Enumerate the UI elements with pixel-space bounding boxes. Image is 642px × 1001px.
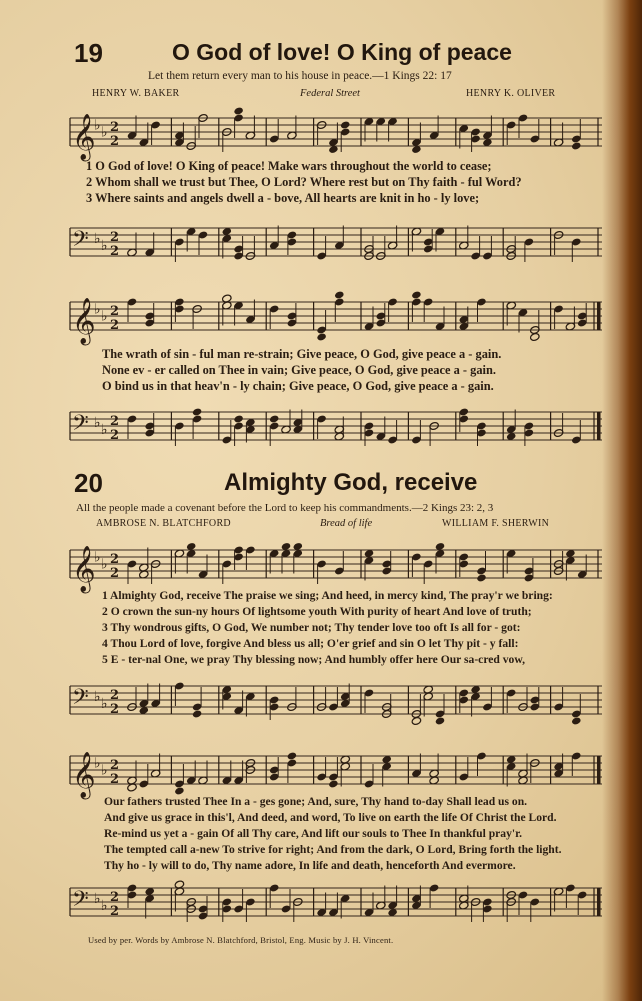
hymn-19-system-2-bass-staff <box>70 398 602 454</box>
hymn-20-system-2-verse-5: Thy ho - ly will to do, Thy name adore, In life and death, henceforth And evermore. <box>104 859 516 872</box>
hymn-20-tune-name: Bread of life <box>320 518 373 529</box>
final-bar-line <box>597 888 601 916</box>
staff-lines <box>70 686 602 714</box>
note-head <box>233 106 243 115</box>
note-head <box>571 141 581 150</box>
flat-sign-icon: ♭ <box>101 124 108 141</box>
flat-sign-icon: ♭ <box>101 898 108 914</box>
note-head <box>334 290 344 299</box>
flat-sign-icon: ♭ <box>101 556 108 573</box>
hymn-20-system-1-verse-4: 4 Thou Lord of love, forgive And bless us all; O'er grief and sin O let Thy pit - y fall: <box>102 637 519 650</box>
hymn-20-footer-credits: Used by per. Words by Ambrose N. Blatchford, Bristol, Eng. Music by J. H. Vincent. <box>88 935 394 945</box>
note-head <box>476 573 486 582</box>
hymn-20-system-1-bass-staff <box>70 672 602 728</box>
hymn-20-system-2-verse-2: And give us grace in this'l, And deed, and word, To live on earth the life Of Christ the Lord. <box>104 811 557 824</box>
hymn-20-system-2-verse-3: Re-mind us yet a - gain Of all Thy care, And lift our souls to Thee In thankful pray'r. <box>104 827 523 840</box>
hymn-20-title: Almighty God, receive <box>224 469 478 496</box>
bass-clef-icon: 𝄢 <box>72 227 89 257</box>
hymn-20-scripture: All the people made a covenant before the Lord to keep his commandments.—2 Kings 23: 2, 3 <box>76 502 494 514</box>
flat-sign-icon: ♭ <box>101 422 108 438</box>
flat-sign-icon: ♭ <box>94 415 101 431</box>
hymn-20-system-2-bass-staff <box>70 874 602 930</box>
hymn-20-system-1-verse-5: 5 E - ter-nal One, we pray Thy blessing now; And humbly offer here Our sa-cred vow, <box>102 653 525 666</box>
time-signature: 2 <box>110 758 120 773</box>
hymn-19-system-1-bass-staff <box>70 214 602 270</box>
hymn-19-author: HENRY W. BAKER <box>92 88 180 99</box>
time-signature: 2 <box>110 772 120 787</box>
treble-clef-icon: 𝄞 <box>72 298 96 344</box>
flat-sign-icon: ♭ <box>101 762 108 779</box>
flat-sign-icon: ♭ <box>94 231 101 247</box>
time-signature: 2 <box>110 244 120 259</box>
treble-clef-icon: 𝄞 <box>72 114 96 160</box>
hymn-19-system-1-verse-3: 3 Where saints and angels dwell a - bove, All hearts are knit in ho - ly love; <box>86 191 480 205</box>
flat-sign-icon: ♭ <box>94 755 101 772</box>
hymn-19-system-2-verse-2: None ev - er called on Thee in vain; Give peace, O God, give peace a - gain. <box>102 363 496 377</box>
time-signature: 2 <box>110 318 120 333</box>
book-binding-edge <box>602 0 642 1001</box>
note-head <box>269 414 279 423</box>
time-signature: 2 <box>110 134 120 149</box>
final-bar-line <box>597 412 601 440</box>
note-head <box>411 716 421 725</box>
hymn-19-system-1-verse-2: 2 Whom shall we trust but Thee, O Lord? Where rest but on Thy faith - ful Word? <box>86 175 522 189</box>
flat-sign-icon: ♭ <box>94 891 101 907</box>
hymn-19-system-2-verse-1: The wrath of sin - ful man re-strain; Give peace, O God, give peace a - gain. <box>102 347 502 361</box>
note-head <box>233 414 243 423</box>
time-signature: 2 <box>110 414 120 429</box>
note-head <box>328 779 338 788</box>
note-head <box>192 709 202 718</box>
hymn-20-system-2-verse-4: The tempted call a-new To strive for right; And from the dark, O Lord, Bring forth the light. <box>104 843 562 856</box>
hymn-19-system-2-verse-3: O bind us in that heav'n - ly chain; Give peace, O God, give peace a - gain. <box>102 379 494 393</box>
time-signature: 2 <box>110 702 120 717</box>
time-signature: 2 <box>110 230 120 245</box>
time-signature: 2 <box>110 428 120 443</box>
note-head <box>530 332 540 341</box>
note-head <box>411 290 421 299</box>
flat-sign-icon: ♭ <box>94 117 101 134</box>
note-head <box>287 751 297 760</box>
time-signature: 2 <box>110 304 120 319</box>
time-signature: 2 <box>110 120 120 135</box>
hymn-19-number: 19 <box>74 38 103 68</box>
final-bar-line <box>597 302 601 330</box>
time-signature: 2 <box>110 552 120 567</box>
flat-sign-icon: ♭ <box>101 238 108 254</box>
note-head <box>435 716 445 725</box>
hymn-19-system-1-verse-1: 1 O God of love! O King of peace! Make wars throughout the world to cease; <box>86 159 492 173</box>
hymn-19-system-1-treble-staff <box>70 104 602 160</box>
bass-clef-icon: 𝄢 <box>72 887 89 917</box>
bass-clef-icon: 𝄢 <box>72 685 89 715</box>
hymn-19-composer: HENRY K. OLIVER <box>466 88 556 99</box>
treble-clef-icon: 𝄞 <box>72 752 96 798</box>
flat-sign-icon: ♭ <box>94 301 101 318</box>
hymn-20-system-1-verse-1: 1 Almighty God, receive The praise we sing; And heed, in mercy kind, The pray'r we bring: <box>102 589 553 602</box>
hymn-20-composer: WILLIAM F. SHERWIN <box>442 518 550 529</box>
final-bar-line <box>597 756 601 784</box>
hymn-20-author: AMBROSE N. BLATCHFORD <box>96 518 231 529</box>
note-head <box>571 716 581 725</box>
hymn-20-system-1-treble-staff <box>70 536 602 592</box>
hymn-20-system-1-verse-2: 2 O crown the sun-ny hours Of lightsome youth With purity of heart And love of truth; <box>102 605 532 618</box>
hymn-20-system-1-verse-3: 3 Thy wondrous gifts, O God, We number not; Thy tender love too oft Is all for - got: <box>102 621 521 634</box>
note-head <box>340 120 350 129</box>
hymn-20-number: 20 <box>74 468 103 498</box>
note-head <box>316 332 326 341</box>
hymn-19-title: O God of love! O King of peace <box>172 39 512 65</box>
flat-sign-icon: ♭ <box>101 696 108 712</box>
note-head <box>192 407 202 416</box>
flat-sign-icon: ♭ <box>94 689 101 705</box>
time-signature: 2 <box>110 688 120 703</box>
staff-lines <box>70 550 602 578</box>
time-signature: 2 <box>110 890 120 905</box>
flat-sign-icon: ♭ <box>101 308 108 325</box>
hymn-19-scripture: Let them return every man to his house in peace.—1 Kings 22: 17 <box>148 70 452 82</box>
hymn-19-tune-name: Federal Street <box>300 88 360 99</box>
time-signature: 2 <box>110 566 120 581</box>
hymn-20-system-2-verse-1: Our fathers trusted Thee In a - ges gone; And, sure, Thy hand to-day Shall lead us on. <box>104 795 528 808</box>
hymn-19-system-2-treble-staff <box>70 288 602 344</box>
time-signature: 2 <box>110 904 120 919</box>
treble-clef-icon: 𝄞 <box>72 546 96 592</box>
hymn-20-system-2-treble-staff <box>70 742 602 798</box>
bass-clef-icon: 𝄢 <box>72 411 89 441</box>
flat-sign-icon: ♭ <box>94 549 101 566</box>
